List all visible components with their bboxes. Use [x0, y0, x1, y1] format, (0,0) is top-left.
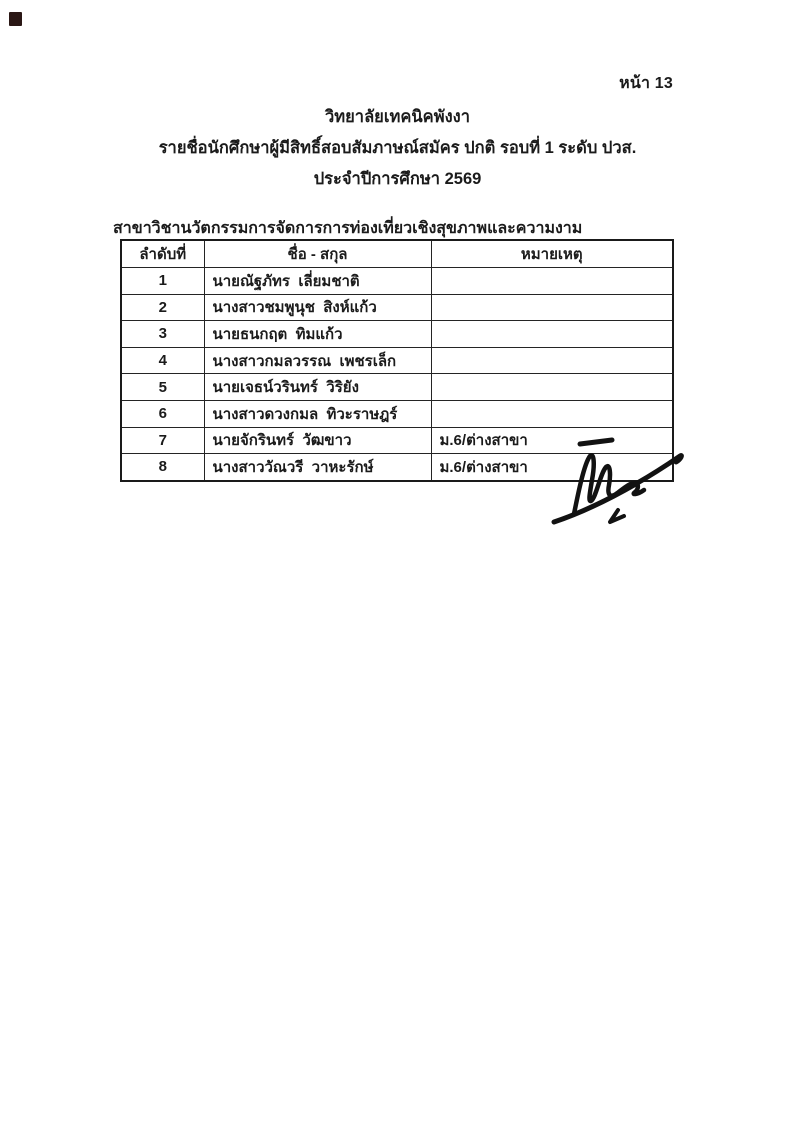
- row-remark: [431, 400, 673, 427]
- row-remark: [431, 321, 673, 348]
- student-name: นางสาวดวงกมล ทิวะราษฎร์: [204, 400, 431, 427]
- student-name: นางสาววัณวรี วาหะรักษ์: [204, 454, 431, 481]
- table-row: [121, 347, 673, 374]
- column-header-number: ลำดับที่: [121, 240, 204, 268]
- row-number: 8: [121, 454, 204, 481]
- student-name: นายธนกฤต ทิมแก้ว: [204, 321, 431, 348]
- column-header-remark: หมายเหตุ: [431, 240, 673, 268]
- student-name: นางสาวกมลวรรณ เพชรเล็ก: [204, 347, 431, 374]
- row-remark: ม.6/ต่างสาขา: [431, 427, 673, 454]
- row-number: 3: [121, 321, 204, 348]
- document-header: [0, 102, 795, 195]
- row-remark: [431, 268, 673, 295]
- column-header-name: ชื่อ - สกุล: [204, 240, 431, 268]
- row-number: 2: [121, 294, 204, 321]
- row-number: 7: [121, 427, 204, 454]
- institution-title: วิทยาลัยเทคนิคพังงา: [325, 108, 470, 126]
- row-remark: [431, 347, 673, 374]
- academic-year: ประจำปีการศึกษา 2569: [313, 170, 482, 188]
- row-number: 5: [121, 374, 204, 401]
- row-number: 4: [121, 347, 204, 374]
- program-section-title: สาขาวิชานวัตกรรมการจัดการการท่องเที่ยวเชิงสุขภาพและความงาม: [113, 220, 583, 237]
- student-name: นางสาวชมพูนุช สิงห์แก้ว: [204, 294, 431, 321]
- row-number: 1: [121, 268, 204, 295]
- row-remark: [431, 294, 673, 321]
- table-row: [121, 268, 673, 295]
- student-name: นายเจธน์วรินทร์ วิริยัง: [204, 374, 431, 401]
- table-row: [121, 374, 673, 401]
- row-remark: [431, 374, 673, 401]
- page-number: หน้า 13: [619, 75, 673, 92]
- table-row: [121, 400, 673, 427]
- student-name: นายณัฐภัทร เลี่ยมชาติ: [204, 268, 431, 295]
- table-header-row: [121, 240, 673, 268]
- document-title: รายชื่อนักศึกษาผู้มีสิทธิ์สอบสัมภาษณ์สมัคร ปกติ รอบที่ 1 ระดับ ปวส.: [158, 139, 637, 157]
- row-number: 6: [121, 400, 204, 427]
- table-row: [121, 294, 673, 321]
- table-row: [121, 321, 673, 348]
- student-name: นายจักรินทร์ วัฒขาว: [204, 427, 431, 454]
- handwritten-signature: [540, 432, 690, 527]
- scan-artifact-mark: [9, 12, 22, 26]
- row-remark: ม.6/ต่างสาขา: [431, 454, 673, 481]
